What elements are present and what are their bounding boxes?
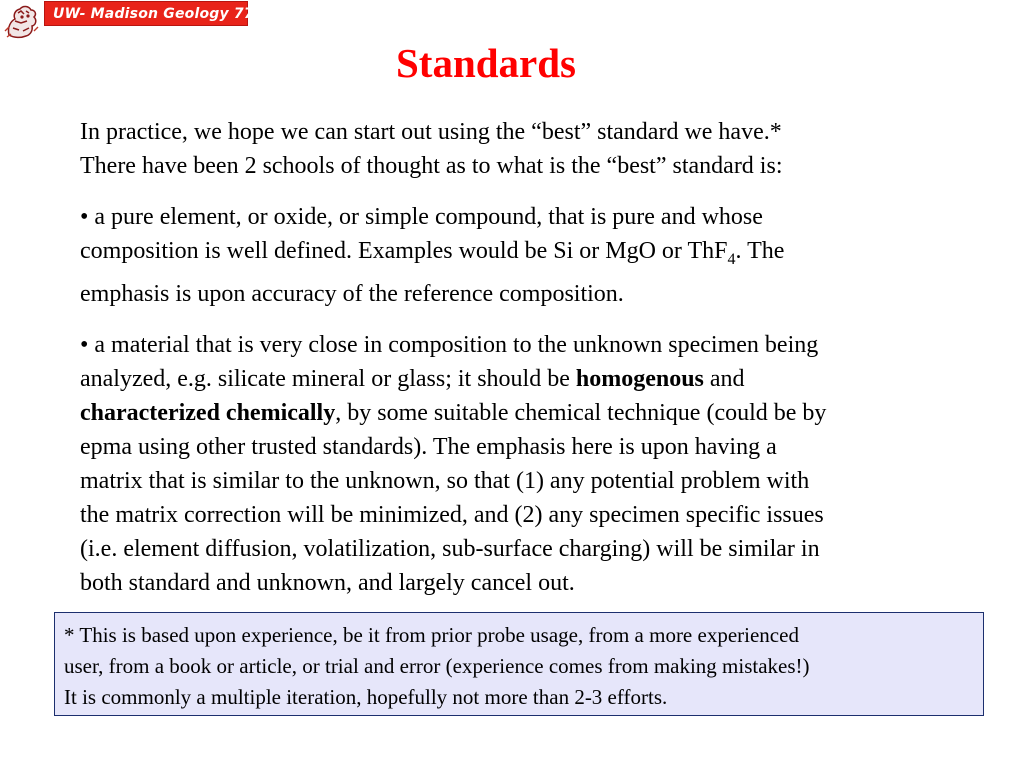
bullet-line: both standard and unknown, and largely cancel out. <box>80 569 575 596</box>
intro-line: There have been 2 schools of thought as to what is the “best” standard is: <box>80 153 783 179</box>
footnote-line: user, from a book or article, or trial and error (experience comes from making mistakes!) <box>64 654 810 678</box>
footnote-line: * This is based upon experience, be it from prior probe usage, from a more experienced <box>64 623 799 647</box>
slide-title: Standards <box>395 40 576 86</box>
logo-banner-text: UW- Madison Geology 777 <box>53 5 264 22</box>
bullet-line <box>80 234 980 277</box>
badger-mascot-icon <box>1 1 42 41</box>
bullet-line <box>80 362 980 396</box>
emphasis-characterized-chemically: characterized chemically <box>80 399 336 426</box>
bullet-text: , by some suitable chemical technique (could be by <box>335 399 827 426</box>
bullet-line: (i.e. element diffusion, volatilization, sub-surface charging) will be similar in <box>80 535 820 562</box>
bullet-pure-element <box>80 200 980 311</box>
bullet-line <box>80 396 980 430</box>
bullet-line: matrix that is similar to the unknown, so that (1) any potential problem with <box>80 467 810 494</box>
bullet-line: the matrix correction will be minimized, and (2) any specimen specific issues <box>80 501 824 528</box>
bullet-line: • a material that is very close in composition to the unknown specimen being <box>80 331 819 358</box>
bullet-text: and <box>703 365 745 392</box>
bullet-matrix-matched <box>80 328 980 600</box>
bullet-line: epma using other trusted standards). The emphasis here is upon having a <box>80 433 777 460</box>
bullet-text: analyzed, e.g. silicate mineral or glass; it should be <box>80 365 576 392</box>
slide-body <box>80 115 980 617</box>
uw-geology-logo <box>0 0 264 42</box>
footnote-line: It is commonly a multiple iteration, hopefully not more than 2-3 efforts. <box>64 685 668 709</box>
logo-banner <box>44 1 264 26</box>
intro-paragraph <box>80 115 980 183</box>
emphasis-homogenous: homogenous <box>575 365 704 392</box>
intro-line: In practice, we hope we can start out using the “best” standard we have.* <box>80 119 782 145</box>
bullet-text: composition is well defined. Examples would be Si or MgO or ThF <box>80 238 728 264</box>
bullet-text: . The <box>735 238 785 264</box>
footnote-box <box>54 612 984 716</box>
subscript-4: 4 <box>727 250 736 268</box>
bullet-line: • a pure element, or oxide, or simple compound, that is pure and whose <box>80 204 763 230</box>
bullet-line: emphasis is upon accuracy of the reference composition. <box>80 280 624 307</box>
